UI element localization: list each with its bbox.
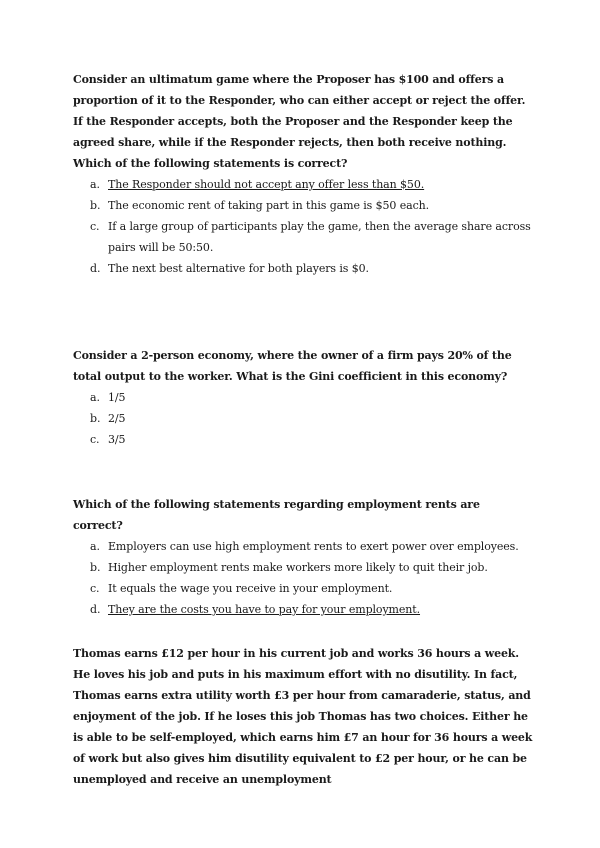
question-stem: Thomas earns £12 per hour in his current job and works 36 hours a week. He loves his job and puts in his maximum effort with no disutility. In fact, Thomas earns extra utility worth £3 per hour from camaraderie, status, and enjoyment of the job. If he loses this job Thomas has two choices. Either he is able to be self-employed, which earns him £7 an hour for 36 hours a week of work but also gives him disutility equivalent to £2 per hour, or he can be unemployed and receive an unemployment (73, 647, 533, 786)
option-label: d. (90, 262, 101, 275)
option-label: a. (90, 178, 100, 191)
option-label: b. (90, 199, 101, 212)
option-list (73, 536, 533, 620)
option-item (73, 429, 533, 450)
option-text: 2/5 (108, 412, 126, 425)
option-label: c. (90, 433, 100, 446)
option-label: b. (90, 561, 101, 574)
option-item (73, 536, 533, 557)
option-text: 1/5 (108, 391, 126, 404)
option-label: d. (90, 603, 101, 616)
option-item (73, 408, 533, 429)
option-text: It equals the wage you receive in your employment. (108, 582, 393, 595)
option-item (73, 216, 533, 258)
option-item (73, 258, 533, 279)
question-4 (73, 643, 533, 790)
question-stem: Which of the following statements regarding employment rents are correct? (73, 498, 480, 532)
option-label: c. (90, 582, 100, 595)
option-item (73, 599, 533, 620)
option-text: Employers can use high employment rents to exert power over employees. (108, 540, 519, 553)
option-text: They are the costs you have to pay for your employment. (108, 603, 421, 616)
question-stem: Consider an ultimatum game where the Proposer has $100 and offers a proportion of it to the Responder, who can either accept or reject the offer. If the Responder accepts, both the Proposer and the Responder keep the agreed share, while if the Responder rejects, then both receive nothing. Which of the following statements is correct? (73, 73, 526, 170)
option-item (73, 387, 533, 408)
option-label: a. (90, 391, 100, 404)
option-label: c. (90, 220, 100, 233)
option-item (73, 174, 533, 195)
option-label: b. (90, 412, 101, 425)
question-3 (73, 494, 533, 620)
option-item (73, 557, 533, 578)
question-stem: Consider a 2-person economy, where the owner of a firm pays 20% of the total output to the worker. What is the Gini coefficient in this economy? (73, 349, 512, 383)
option-item (73, 195, 533, 216)
option-list (73, 174, 533, 279)
option-text: The next best alternative for both players is $0. (108, 262, 369, 275)
option-text: The Responder should not accept any offer less than $50. (108, 178, 425, 191)
option-list (73, 387, 533, 450)
option-text: 3/5 (108, 433, 126, 446)
option-text: Higher employment rents make workers more likely to quit their job. (108, 561, 488, 574)
question-2 (73, 345, 533, 450)
option-item (73, 578, 533, 599)
option-text: The economic rent of taking part in this game is $50 each. (108, 199, 430, 212)
option-text: If a large group of participants play the game, then the average share across pairs will be 50:50. (108, 220, 531, 254)
option-label: a. (90, 540, 100, 553)
question-1 (73, 69, 533, 279)
